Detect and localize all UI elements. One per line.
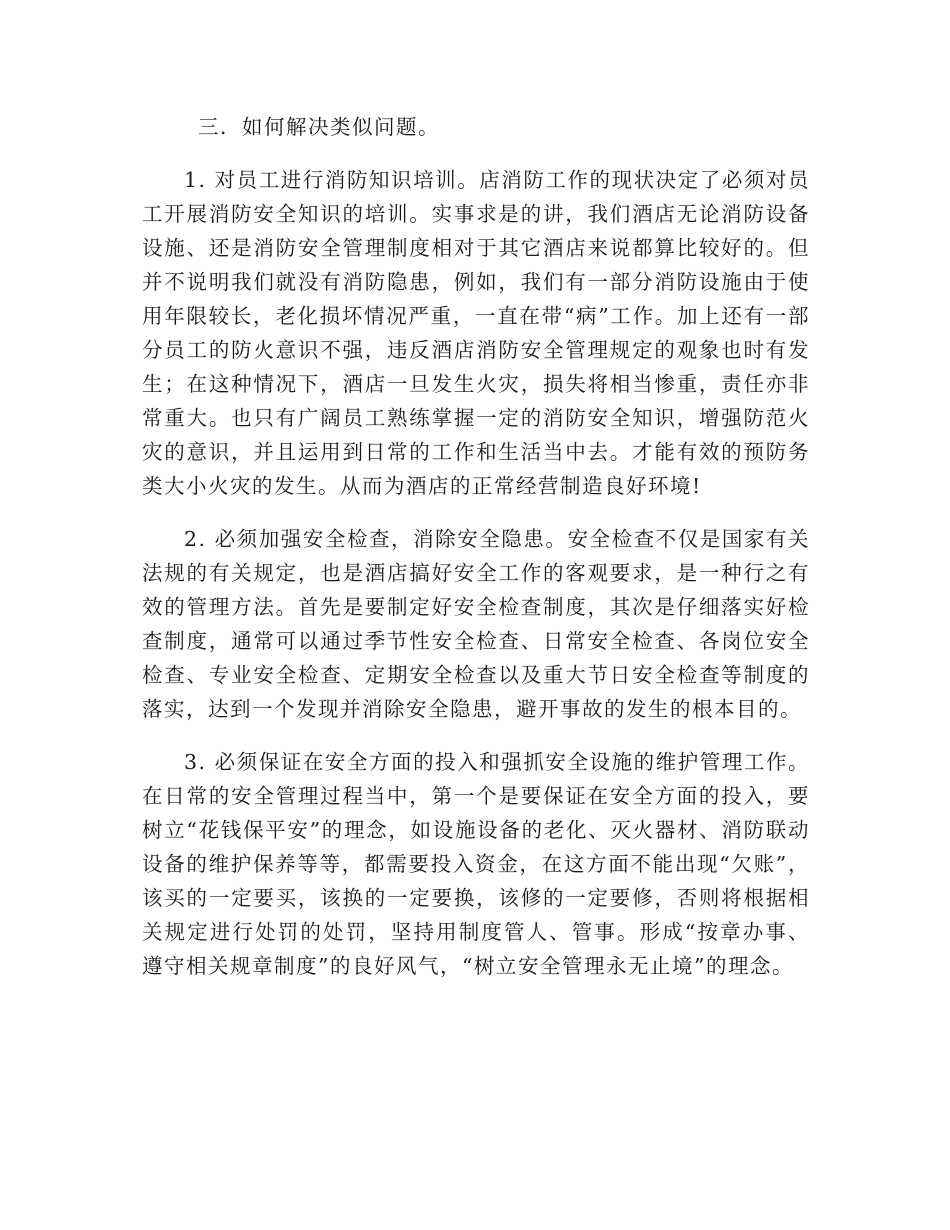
section-heading: 三．如何解决类似问题。 [198, 115, 440, 139]
paragraph-safety-investment: 3. 必须保证在安全方面的投入和强抓安全设施的维护管理工作。在日常的安全管理过程当中，第一个是要保证在安全方面的投入，要树立“花钱保平安”的理念，如设施设备的老化、灭火器材、消防联动设备的维护保养等等，都需要投入资金，在这方面不能出现“欠账”，该买的一定要买，该换的一定要换，该修的一定要修，否则将根据相关规定进行处罚的处罚，坚持用制度管人、管事。形成“按章办事、遵守相关规章制度”的良好风气，“树立安全管理永无止境”的理念。 [142, 750, 810, 978]
paragraph-fire-training: 1. 对员工进行消防知识培训。店消防工作的现状决定了必须对员工开展消防安全知识的培训。实事求是的讲，我们酒店无论消防设备设施、还是消防安全管理制度相对于其它酒店来说都算比较好的。但并不说明我们就没有消防隐患，例如，我们有一部分消防设施由于使用年限较长，老化损坏情况严重，一直在带“病”工作。加上还有一部分员工的防火意识不强，违反酒店消防安全管理规定的观象也时有发生；在这种情况下，酒店一旦发生火灾，损失将相当惨重，责任亦非常重大。也只有广阔员工熟练掌握一定的消防安全知识，增强防范火灾的意识，并且运用到日常的工作和生活当中去。才能有效的预防务类大小火灾的发生。从而为酒店的正常经营制造良好环境! [142, 168, 810, 498]
document-body [142, 110, 810, 1002]
paragraph-safety-inspection: 2. 必须加强安全检查，消除安全隐患。安全检查不仅是国家有关法规的有关规定，也是酒店搞好安全工作的客观要求，是一种行之有效的管理方法。首先是要制定好安全检查制度，其次是仔细落实好检查制度，通常可以通过季节性安全检查、日常安全检查、各岗位安全检查、专业安全检查、定期安全检查以及重大节日安全检查等制度的落实，达到一个发现并消除安全隐患，避开事故的发生的根本目的。 [142, 527, 810, 721]
